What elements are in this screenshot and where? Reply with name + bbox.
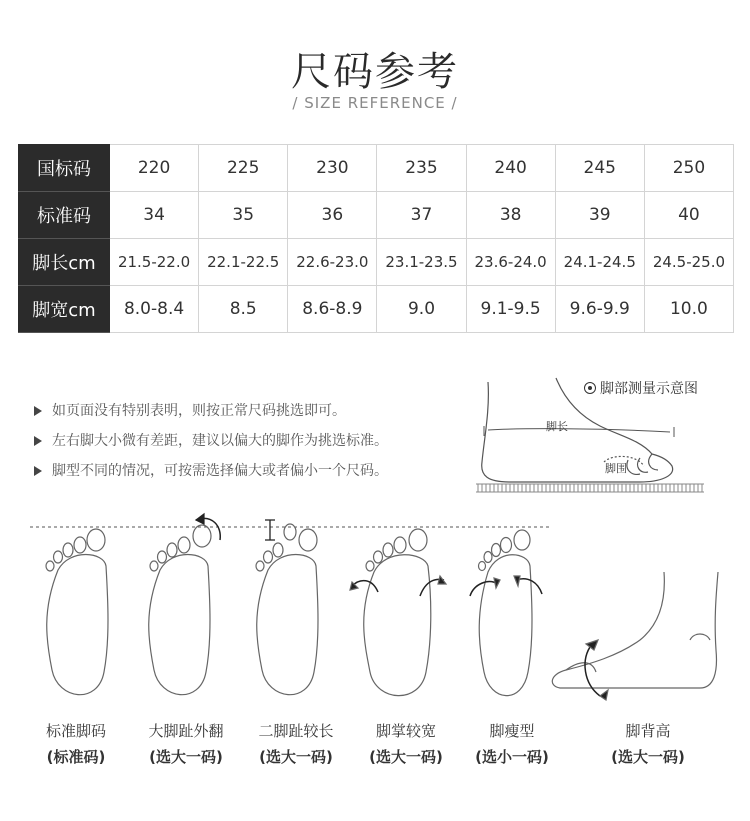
table-cell: 9.6-9.9 [555,286,644,333]
foot-type-caption [452,718,572,770]
row-header: 国标码 [19,145,110,192]
table-cell: 35 [199,192,288,239]
table-cell: 23.1-23.5 [377,239,466,286]
table-cell: 220 [110,145,199,192]
note-text: 左右脚大小微有差距，建议以偏大的脚作为挑选标准。 [52,433,388,449]
foot-type-caption [126,718,246,770]
foot-high-instep-illustration [552,572,718,700]
table-cell: 9.0 [377,286,466,333]
table-cell: 240 [466,145,555,192]
table-cell: 8.6-8.9 [288,286,377,333]
table-cell: 235 [377,145,466,192]
foot-type-caption [588,718,708,770]
foot-standard-illustration [46,529,108,695]
table-cell: 22.1-22.5 [199,239,288,286]
table-cell: 230 [288,145,377,192]
note-text: 如页面没有特别表明，则按正常尺码挑选即可。 [52,403,346,419]
table-cell: 24.5-25.0 [644,239,733,286]
foot-type-name: 标准脚码 [45,722,106,740]
foot-type-advice: (选大一码) [369,748,443,766]
table-cell: 23.6-24.0 [466,239,555,286]
table-cell: 8.5 [199,286,288,333]
table-cell: 40 [644,192,733,239]
foot-long-second-toe-illustration [256,520,318,695]
table-cell: 34 [110,192,199,239]
table-cell: 21.5-22.0 [110,239,199,286]
foot-type-caption [346,718,466,770]
ruler-icon [476,484,704,492]
note-text: 脚型不同的情况，可按需选择偏大或者偏小一个尺码。 [52,463,388,479]
foot-type-name: 脚背高 [625,722,671,740]
page-title: 尺码参考 [291,49,459,95]
foot-type-caption [236,718,356,770]
row-header: 脚宽cm [19,286,110,333]
foot-length-label: 脚长 [546,420,568,433]
page-subtitle: / SIZE REFERENCE / [292,94,458,112]
foot-girth-label: 脚围 [605,462,627,475]
table-cell: 22.6-23.0 [288,239,377,286]
table-cell: 10.0 [644,286,733,333]
foot-bunion-illustration [149,514,221,695]
row-header: 脚长cm [19,239,110,286]
measurement-foot-illustration [482,378,674,482]
table-cell: 39 [555,192,644,239]
table-cell: 225 [199,145,288,192]
foot-type-advice: (选小一码) [475,748,549,766]
foot-type-name: 脚瘦型 [489,722,535,740]
foot-slim-illustration [470,530,542,696]
foot-type-advice: (标准码) [46,748,106,766]
table-cell: 24.1-24.5 [555,239,644,286]
foot-type-advice: (选大一码) [149,748,223,766]
foot-type-caption [16,718,136,770]
table-cell: 38 [466,192,555,239]
table-cell: 36 [288,192,377,239]
row-header: 标准码 [19,192,110,239]
table-cell: 9.1-9.5 [466,286,555,333]
foot-type-advice: (选大一码) [259,748,333,766]
foot-type-name: 脚掌较宽 [375,722,436,740]
diagram-title-text: 脚部测量示意图 [600,381,698,397]
table-cell: 37 [377,192,466,239]
table-cell: 8.0-8.4 [110,286,199,333]
foot-type-name: 大脚趾外翻 [148,722,224,740]
table-cell: 245 [555,145,644,192]
table-cell: 250 [644,145,733,192]
foot-wide-illustration [350,529,446,696]
foot-type-name: 二脚趾较长 [258,722,334,740]
foot-type-advice: (选大一码) [611,748,685,766]
